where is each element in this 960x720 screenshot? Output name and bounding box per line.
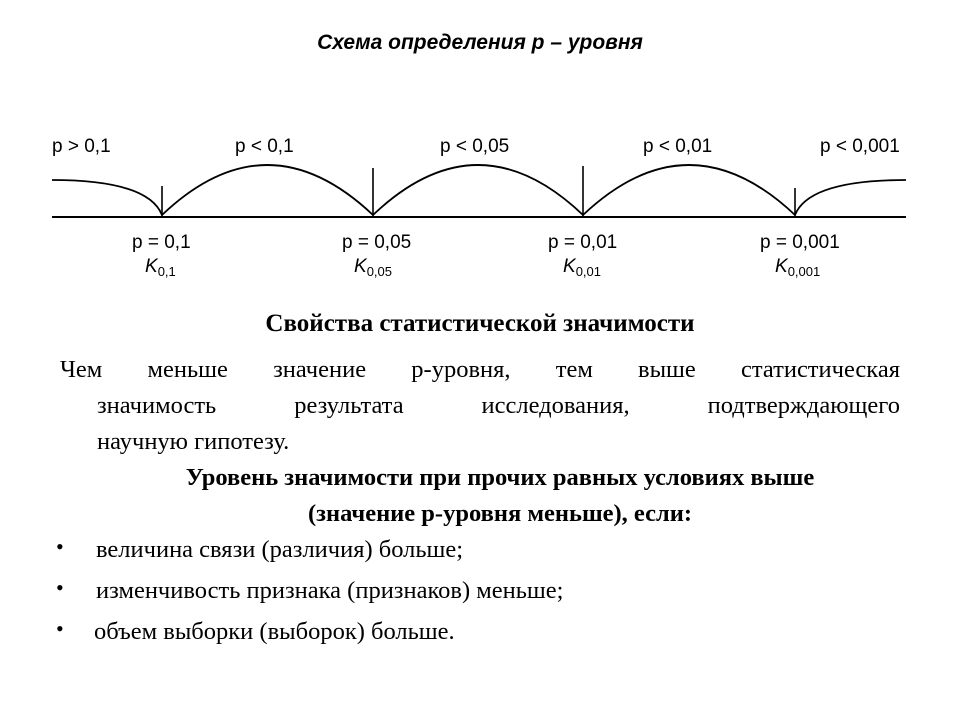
paragraph-line: значимость результата исследования, подтверждающего: [97, 392, 900, 419]
significance-scale-diagram: [0, 0, 960, 290]
tick-k-label: $K_{0,01}$: [563, 256, 601, 279]
significance-paragraph: [60, 352, 900, 460]
paragraph-line: научную гипотезу.: [97, 428, 290, 455]
list-item-text: объем выборки (выборок) больше.: [94, 618, 455, 645]
section-title: Свойства статистической значимости: [265, 310, 695, 337]
paragraph-line: Чем меньше значение р-уровня, тем выше статистическая: [60, 356, 900, 383]
range-label: p < 0,001: [820, 136, 900, 157]
scale-arc-1: [52, 180, 162, 215]
tick-p-label: p = 0,001: [760, 232, 840, 253]
condition-heading: [60, 460, 940, 532]
list-item-text: величина связи (различия) больше;: [96, 536, 464, 563]
bullet-icon: •: [56, 575, 64, 600]
scale-arc-2: [162, 165, 373, 215]
tick-k-label: $K_{0,1}$: [145, 256, 176, 279]
condition-line: (значение р-уровня меньше), если:: [307, 500, 692, 527]
scale-arc-3: [373, 165, 583, 215]
range-label: p < 0,05: [440, 136, 510, 157]
range-label: p < 0,1: [235, 136, 294, 157]
scale-arc-5: [795, 180, 906, 215]
tick-p-label: p = 0,01: [548, 232, 618, 253]
list-item-text: изменчивость признака (признаков) меньше;: [96, 577, 564, 604]
tick-p-label: p = 0,1: [132, 232, 191, 253]
tick-k-label: $K_{0,05}$: [354, 256, 392, 279]
tick-p-label: p = 0,05: [342, 232, 412, 253]
scale-arc-4: [583, 165, 795, 215]
range-label: p < 0,01: [643, 136, 713, 157]
range-label: p > 0,1: [52, 136, 111, 157]
condition-line: Уровень значимости при прочих равных условиях выше: [185, 464, 815, 491]
bullet-icon: •: [56, 534, 64, 559]
bullet-icon: •: [56, 616, 64, 641]
tick-k-label: $K_{0,001}$: [775, 256, 821, 279]
page-title: Схема определения р – уровня: [317, 31, 643, 54]
